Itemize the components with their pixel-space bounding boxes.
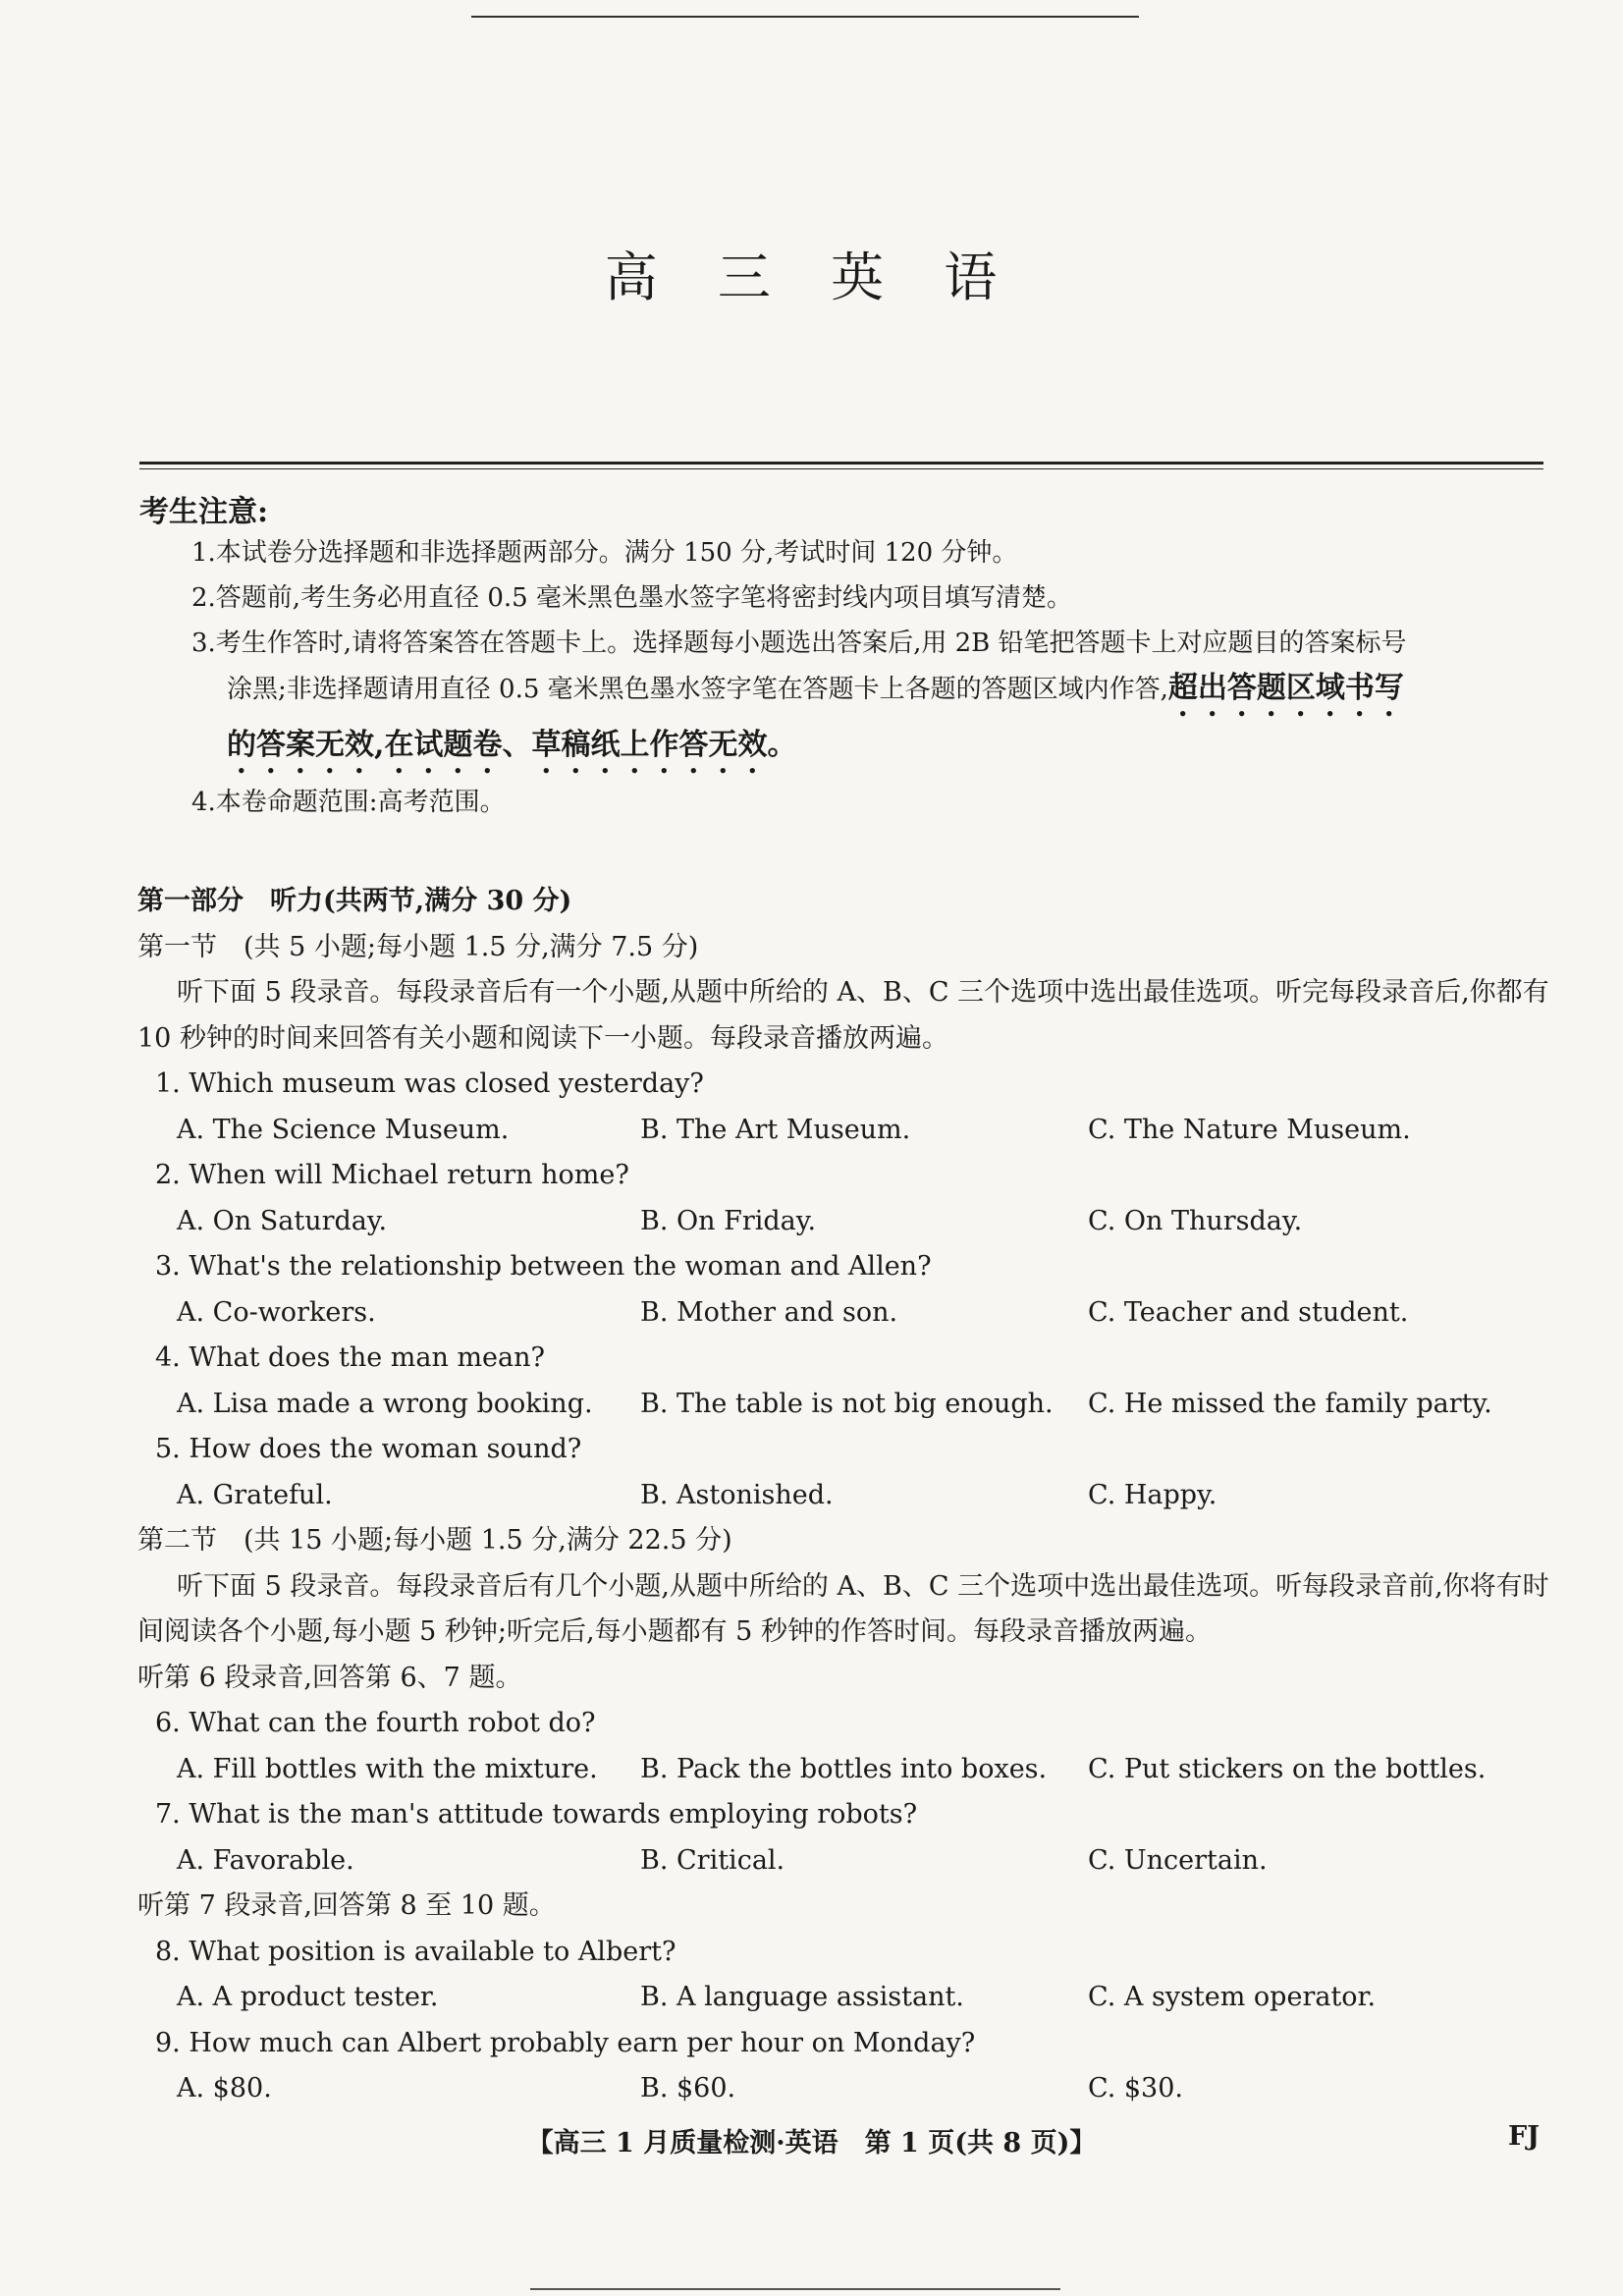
question-9-options xyxy=(155,2066,1549,2112)
option-c: C. $30. xyxy=(1088,2073,1183,2104)
question-4: 4. What does the man mean? xyxy=(155,1342,545,1373)
option-a: A. Co-workers. xyxy=(177,1296,376,1328)
listening-content xyxy=(137,879,1549,2112)
question-2-options xyxy=(155,1199,1549,1245)
option-a: A. Favorable. xyxy=(177,1844,354,1876)
option-c: C. Teacher and student. xyxy=(1088,1296,1409,1328)
option-c: C. Happy. xyxy=(1088,1479,1217,1510)
top-rule xyxy=(471,16,1139,18)
option-b: B. $60. xyxy=(640,2073,736,2104)
notice-item-3: 3.考生作答时,请将答案答在答题卡上。选择题每小题选出答案后,用 2B 铅笔把答题卡上对应题目的答案标号 xyxy=(191,629,1407,658)
section1-instruction: 听下面 5 段录音。每段录音后有一个小题,从题中所给的 A、B、C 三个选项中选出最佳选项。听完每段录音后,你都有 10 秒钟的时间来回答有关小题和阅读下一小题。每段录音播放两遍。 xyxy=(137,977,1549,1054)
question-6: 6. What can the fourth robot do? xyxy=(155,1708,596,1738)
option-a: A. On Saturday. xyxy=(177,1205,388,1236)
notice-item-3-line3 xyxy=(191,723,1546,780)
option-a: A. The Science Museum. xyxy=(177,1114,510,1145)
option-b: B. A language assistant. xyxy=(640,1982,964,2012)
option-b: B. Mother and son. xyxy=(640,1296,898,1328)
question-3-options xyxy=(155,1290,1549,1337)
section2-instruction: 听下面 5 段录音。每段录音后有几个小题,从题中所给的 A、B、C 三个选项中选出最佳选项。听每段录音前,你将有时间阅读各个小题,每小题 5 秒钟;听完后,每小题都有 5 秒钟的作答时间。每段录音播放两遍。 xyxy=(137,1570,1549,1647)
notice-item-2: 2.答题前,考生务必用直径 0.5 毫米黑色墨水签字笔将密封线内项目填写清楚。 xyxy=(191,583,1072,613)
question-8: 8. What position is available to Albert? xyxy=(155,1936,676,1967)
listen-6-instruction: 听第 6 段录音,回答第 6、7 题。 xyxy=(137,1662,522,1693)
notice-heading: 考生注意: xyxy=(139,495,269,529)
footer-code: FJ xyxy=(1508,2121,1540,2152)
question-3: 3. What's the relationship between the woman and Allen? xyxy=(155,1251,932,1282)
notice-item-3-line2 xyxy=(191,666,1546,723)
option-a: A. Lisa made a wrong booking. xyxy=(177,1388,593,1419)
option-c: C. Put stickers on the bottles. xyxy=(1088,1753,1487,1784)
question-6-options xyxy=(155,1747,1549,1793)
option-a: A. A product tester. xyxy=(177,1982,439,2012)
question-9: 9. How much can Albert probably earn per hour on Monday? xyxy=(155,2027,976,2058)
listen-7-instruction: 听第 7 段录音,回答第 8 至 10 题。 xyxy=(137,1890,556,1921)
option-b: B. Pack the bottles into boxes. xyxy=(640,1753,1048,1784)
option-c: C. A system operator. xyxy=(1088,1982,1377,2012)
option-a: A. Fill bottles with the mixture. xyxy=(177,1753,598,1784)
question-5-options xyxy=(155,1473,1549,1519)
header-rule-thin xyxy=(139,468,1543,469)
question-5: 5. How does the woman sound? xyxy=(155,1434,582,1464)
option-b: B. On Friday. xyxy=(640,1205,817,1236)
question-7-options xyxy=(155,1838,1549,1885)
option-c: C. The Nature Museum. xyxy=(1088,1114,1411,1145)
option-b: B. The table is not big enough. xyxy=(640,1388,1054,1419)
notice-emphasis-b: 的答案无效,在试题卷、草稿纸上作答无效。 xyxy=(227,728,797,762)
notice-item-3-text: 涂黑;非选择题请用直径 0.5 毫米黑色墨水签字笔在答题卡上各题的答题区域内作答, xyxy=(227,675,1168,704)
question-2: 2. When will Michael return home? xyxy=(155,1160,629,1190)
option-c: C. Uncertain. xyxy=(1088,1844,1268,1876)
option-a: A. Grateful. xyxy=(177,1479,333,1510)
notice-item-1: 1.本试卷分选择题和非选择题两部分。满分 150 分,考试时间 120 分钟。 xyxy=(191,538,1018,568)
bottom-rule xyxy=(530,2288,1060,2290)
option-c: C. He missed the family party. xyxy=(1088,1388,1492,1419)
part1-heading: 第一部分 听力(共两节,满分 30 分) xyxy=(137,886,572,916)
section1-heading: 第一节 (共 5 小题;每小题 1.5 分,满分 7.5 分) xyxy=(137,931,699,962)
question-7: 7. What is the man's attitude towards employing robots? xyxy=(155,1799,918,1830)
question-1: 1. Which museum was closed yesterday? xyxy=(155,1068,704,1099)
option-b: B. Critical. xyxy=(640,1844,785,1876)
question-1-options xyxy=(155,1108,1549,1154)
notice-list xyxy=(191,530,1546,825)
page-footer: 【高三 1 月质量检测·英语 第 1 页(共 8 页)】 xyxy=(526,2128,1097,2159)
section2-heading: 第二节 (共 15 小题;每小题 1.5 分,满分 22.5 分) xyxy=(137,1525,732,1556)
page-title: 高 三 英 语 xyxy=(604,246,1019,308)
notice-item-4: 4.本卷命题范围:高考范围。 xyxy=(191,788,506,817)
option-c: C. On Thursday. xyxy=(1088,1205,1303,1236)
notice-emphasis-a: 超出答题区域书写 xyxy=(1167,671,1404,705)
option-a: A. $80. xyxy=(177,2073,272,2104)
option-b: B. The Art Museum. xyxy=(640,1114,911,1145)
option-b: B. Astonished. xyxy=(640,1479,834,1510)
question-8-options xyxy=(155,1975,1549,2021)
question-4-options xyxy=(155,1382,1549,1428)
header-rule-thick xyxy=(139,462,1543,465)
